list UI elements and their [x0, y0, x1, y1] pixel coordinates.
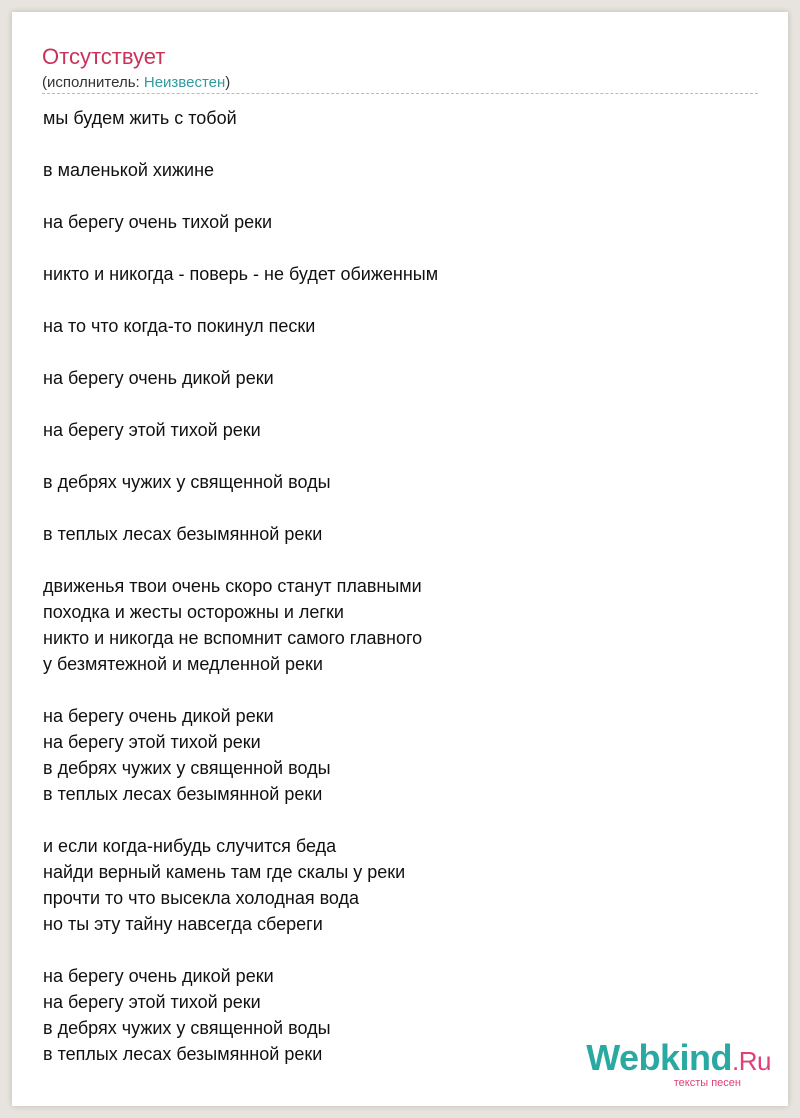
lyric-line: на берегу этой тихой реки — [43, 420, 261, 440]
stanza-gap — [43, 235, 763, 261]
lyric-line: на берегу очень дикой реки — [43, 966, 274, 986]
logo-tld: .Ru — [732, 1046, 771, 1076]
stanza-gap — [43, 183, 763, 209]
lyric-line: походка и жесты осторожны и легки — [43, 602, 344, 622]
lyric-line: в дебрях чужих у священной воды — [43, 1018, 331, 1038]
lyrics-text — [43, 105, 763, 1067]
stanza-gap — [43, 443, 763, 469]
artist-link[interactable]: Неизвестен — [143, 74, 226, 91]
lyric-line: на то что когда-то покинул пески — [43, 316, 316, 336]
lyric-line: в теплых лесах безымянной реки — [43, 1044, 323, 1064]
lyric-line: никто и никогда - поверь - не будет обиженным — [43, 264, 439, 284]
lyric-line: движенья твои очень скоро станут плавными — [43, 576, 422, 596]
stanza-gap — [43, 937, 763, 963]
lyric-line: на берегу очень тихой реки — [43, 212, 273, 232]
stanza-gap — [43, 339, 763, 365]
stanza-gap — [43, 287, 763, 313]
lyric-line: в теплых лесах безымянной реки — [43, 524, 323, 544]
lyric-line: в теплых лесах безымянной реки — [43, 784, 323, 804]
stanza-gap — [43, 391, 763, 417]
lyric-line: и если когда-нибудь случится беда — [43, 836, 337, 856]
lyric-line: мы будем жить с тобой — [43, 108, 237, 128]
stanza-gap — [43, 807, 763, 833]
stanza-gap — [43, 131, 763, 157]
song-title: Отсутствует — [42, 44, 166, 69]
artist-suffix: ) — [225, 74, 231, 91]
lyric-line: на берегу этой тихой реки — [43, 732, 261, 752]
stanza-gap — [43, 495, 763, 521]
artist-line — [42, 74, 230, 92]
logo-main-text: Webkind — [586, 1037, 733, 1078]
logo-wordmark — [586, 1037, 771, 1079]
lyric-line: найди верный камень там где скалы у реки — [43, 862, 406, 882]
lyric-line: в маленькой хижине — [43, 160, 215, 180]
stanza-gap — [43, 547, 763, 573]
lyric-line: но ты эту тайну навсегда сбереги — [43, 914, 323, 934]
artist-prefix: (исполнитель: — [42, 74, 144, 91]
lyric-line: прочти то что высекла холодная вода — [43, 888, 360, 908]
lyric-line: у безмятежной и медленной реки — [43, 654, 323, 674]
lyric-line: в дебрях чужих у священной воды — [43, 758, 331, 778]
logo-subtitle: тексты песен — [673, 1077, 741, 1089]
lyrics-sheet — [12, 12, 788, 1106]
site-logo[interactable] — [586, 1037, 771, 1089]
lyric-line: на берегу очень дикой реки — [43, 368, 274, 388]
stanza-gap — [43, 677, 763, 703]
lyric-line: никто и никогда не вспомнит самого главного — [43, 628, 423, 648]
lyric-line: на берегу очень дикой реки — [43, 706, 274, 726]
lyric-line: в дебрях чужих у священной воды — [43, 472, 331, 492]
title-divider — [42, 93, 758, 94]
lyric-line: на берегу этой тихой реки — [43, 992, 261, 1012]
